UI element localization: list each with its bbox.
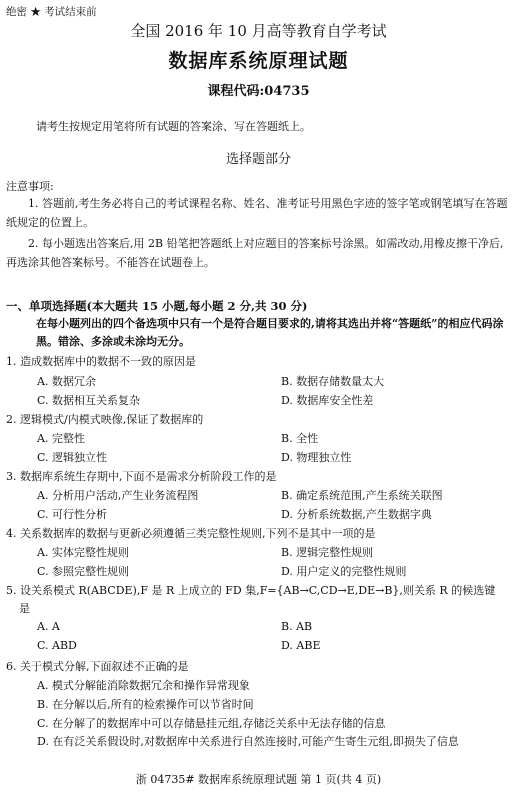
question-stem: 4. 关系数据库的数据与更新必须遵循三类完整性规则,下列不是其中一项的是 <box>6 527 376 540</box>
question-option: B. 确定系统范围,产生系统关联图 <box>281 489 443 502</box>
subject-title: 数据库系统原理试题 <box>168 50 349 72</box>
question-option: C. 可行性分析 <box>37 508 108 521</box>
question-option: A. 实体完整性规则 <box>37 546 129 559</box>
answer-instruction: 请考生按规定用笔将所有试题的答案涂、写在答题纸上。 <box>36 120 311 133</box>
question-option: D. 数据库安全性差 <box>281 394 374 407</box>
question-option: D. 分析系统数据,产生数据字典 <box>281 508 432 521</box>
notes-label: 注意事项: <box>6 180 54 193</box>
question-option: C. 逻辑独立性 <box>37 451 108 464</box>
question-option: D. 物理独立性 <box>281 451 352 464</box>
question-option: A. 模式分解能消除数据冗余和操作异常现象 <box>37 679 250 692</box>
question-stem: 6. 关于模式分解,下面叙述不正确的是 <box>6 660 189 673</box>
note-item: 2. 每小题选出答案后,用 2B 铅笔把答题纸上对应题目的答案标号涂黑。如需改动,用橡皮擦干净后,再选涂其他答案标号。不能答在试题卷上。 <box>6 237 504 269</box>
question-stem: 2. 逻辑模式/内模式映像,保证了数据库的 <box>6 413 204 426</box>
question-option: B. 在分解以后,所有的检索操作可以节省时间 <box>37 698 254 711</box>
section-title: 选择题部分 <box>225 152 291 167</box>
question-stem: 5. 设关系模式 R(ABCDE),F 是 R 上成立的 FD 集,F={AB→C,CD→E,DE→B},则关系 R 的候选键是 <box>6 584 496 615</box>
confidential-mark: 绝密 ★ 考试结束前 <box>6 6 97 18</box>
exam-title: 全国 2016 年 10 月高等教育自学考试 <box>130 22 387 40</box>
course-code: 课程代码:04735 <box>207 84 310 99</box>
question-stem: 3. 数据库系统生存期中,下面不是需求分析阶段工作的是 <box>6 470 277 483</box>
note-item: 1. 答题前,考生务必将自己的考试课程名称、姓名、准考证号用黑色字迹的签字笔或钢笔填写在答题纸规定的位置上。 <box>6 197 508 229</box>
question-stem: 1. 造成数据库中的数据不一致的原因是 <box>6 355 196 368</box>
question-option: D. 在有泛关系假设时,对数据库中关系进行自然连接时,可能产生寄生元组,即损失了信息 <box>37 735 459 748</box>
question-option: C. 参照完整性规则 <box>37 565 130 578</box>
question-option: A. 分析用户活动,产生业务流程图 <box>37 489 199 502</box>
question-option: B. 逻辑完整性规则 <box>281 546 374 559</box>
question-option: C. 在分解了的数据库中可以存储悬挂元组,存储泛关系中无法存储的信息 <box>37 717 386 730</box>
question-option: B. AB <box>281 620 313 633</box>
question-option: D. 用户定义的完整性规则 <box>281 565 407 578</box>
question-option: B. 数据存储数量太大 <box>281 375 385 388</box>
part-description: 在每小题列出的四个备选项中只有一个是符合题目要求的,请将其选出并将“答题纸”的相应代码涂黑。错涂、多涂或未涂均无分。 <box>36 317 504 348</box>
question-option: C. ABD <box>37 639 77 652</box>
question-option: A. 完整性 <box>37 432 85 445</box>
question-option: A. 数据冗余 <box>37 375 96 388</box>
part-heading: 一、单项选择题(本大题共 15 小题,每小题 2 分,共 30 分) <box>6 299 308 313</box>
question-option: B. 全性 <box>281 432 319 445</box>
question-option: D. ABE <box>281 639 321 652</box>
page-footer: 浙 04735# 数据库系统原理试题 第 1 页(共 4 页) <box>135 773 382 786</box>
question-option: A. A <box>37 620 60 633</box>
question-option: C. 数据相互关系复杂 <box>37 394 141 407</box>
